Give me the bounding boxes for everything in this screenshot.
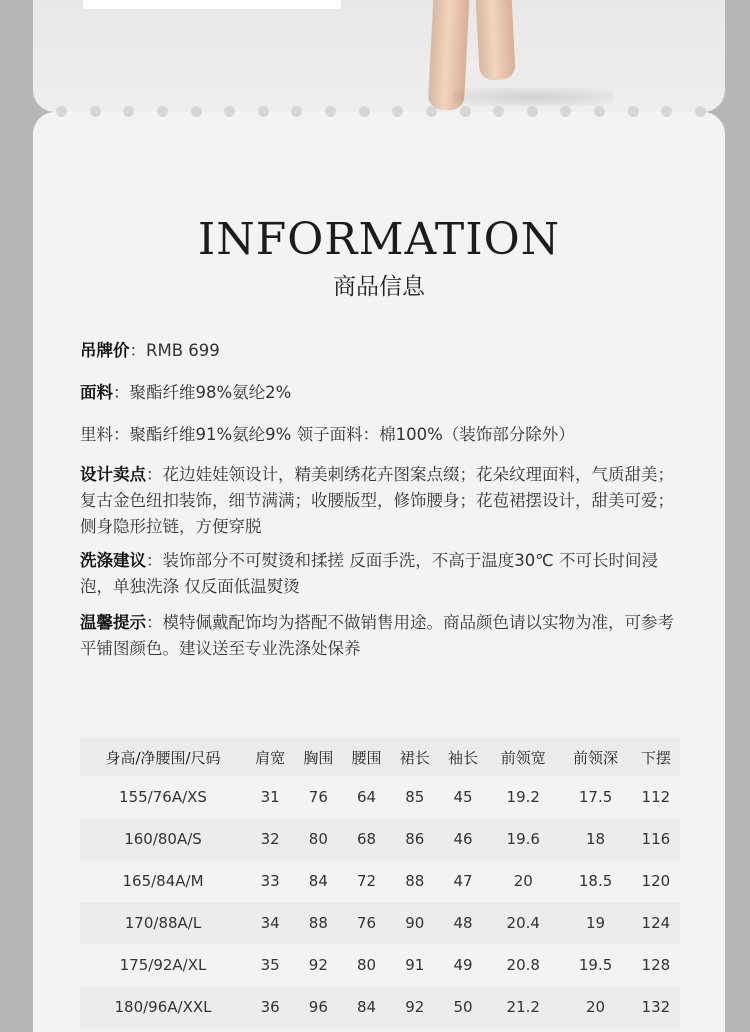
cell-hem: 120 (641, 872, 671, 890)
cell-neck-depth: 19 (559, 902, 631, 944)
perforation-dot (594, 106, 605, 117)
size-table-header-row (80, 738, 680, 776)
fabric-separator: ： (113, 383, 130, 402)
cell-waist: 72 (357, 872, 377, 890)
cell-skirt-length: 86 (391, 818, 439, 860)
perforation-dot (291, 106, 302, 117)
table-row (80, 818, 680, 860)
cell-sleeve-length: 49 (453, 956, 473, 974)
wash-separator: ： (146, 551, 163, 570)
header-sleeve-length: 袖长 (439, 738, 487, 776)
perforation-dot (560, 106, 571, 117)
cell-sleeve-length: 50 (439, 986, 487, 1028)
cell-bust: 96 (294, 986, 342, 1028)
title-chinese: 商品信息 (333, 274, 425, 300)
cell-waist: 76 (342, 902, 390, 944)
tips-separator: ： (146, 613, 163, 632)
perforation-dot (460, 106, 471, 117)
lining-label: 里料 (80, 425, 113, 444)
lining-separator: ： (113, 425, 130, 444)
info-wash (80, 548, 680, 600)
cell-sleeve-length: 46 (439, 818, 487, 860)
cell-skirt-length: 85 (405, 788, 425, 806)
wash-label: 洗涤建议 (80, 551, 146, 570)
table-row (80, 944, 680, 986)
cell-neck-width: 20.4 (487, 902, 559, 944)
cell-waist: 68 (342, 818, 390, 860)
perforation-dot (56, 106, 67, 117)
photo-white-panel (83, 0, 341, 9)
table-row (80, 860, 680, 902)
product-photo (33, 0, 725, 112)
info-price (80, 338, 680, 364)
fabric-value: 聚酯纤维98%氨纶2% (129, 383, 292, 402)
cell-shoulder: 34 (246, 902, 294, 944)
header-size: 身高/净腰围/尺码 (80, 738, 246, 776)
cell-neck-width: 20 (513, 872, 533, 890)
cell-size: 155/76A/XS (119, 788, 207, 806)
info-design (80, 462, 680, 540)
cell-hem: 128 (641, 956, 671, 974)
price-separator: ： (129, 341, 146, 360)
header-hem: 下摆 (632, 738, 680, 776)
cell-neck-width: 21.2 (487, 986, 559, 1028)
cell-sleeve-length: 48 (439, 902, 487, 944)
cell-waist: 80 (357, 956, 377, 974)
title-english: INFORMATION (197, 214, 561, 265)
cell-neck-width: 19.2 (506, 788, 540, 806)
perforation-dot (325, 106, 336, 117)
design-label: 设计卖点 (80, 465, 146, 484)
cell-size: 180/96A/XXL (80, 986, 246, 1028)
tips-value: 模特佩戴配饰均为搭配不做销售用途。商品颜色请以实物为准，可参考平铺图颜色。建议送至专业洗涤处保养 (80, 613, 674, 658)
cell-shoulder: 36 (246, 986, 294, 1028)
fabric-label: 面料 (80, 383, 113, 402)
perforation-dot (695, 106, 706, 117)
perforation-dot (224, 106, 235, 117)
info-tips (80, 610, 680, 662)
perforation-dot (527, 106, 538, 117)
cell-neck-depth: 20 (559, 986, 631, 1028)
perforation-dot (359, 106, 370, 117)
lining-value: 聚酯纤维91%氨纶9% 领子面料：棉100%（装饰部分除外） (129, 425, 575, 444)
perforation-dot (661, 106, 672, 117)
cell-sleeve-length: 45 (453, 788, 473, 806)
cell-neck-depth: 19.5 (578, 956, 613, 974)
header-neck-width: 前领宽 (487, 738, 559, 776)
cell-shoulder: 35 (260, 956, 280, 974)
cell-hem: 116 (632, 818, 680, 860)
tips-label: 温馨提示 (80, 613, 146, 632)
wash-value: 装饰部分不可熨烫和揉搓 反面手洗，不高于温度30℃ 不可长时间浸泡，单独洗涤 仅反面低温熨烫 (80, 551, 659, 596)
cell-waist: 64 (357, 788, 377, 806)
cell-bust: 80 (294, 818, 342, 860)
info-fabric (80, 380, 680, 406)
perforation-dot (191, 106, 202, 117)
cell-skirt-length: 90 (391, 902, 439, 944)
header-shoulder: 肩宽 (246, 738, 294, 776)
cell-neck-width: 20.8 (506, 956, 540, 974)
cell-bust: 92 (308, 956, 328, 974)
size-table (80, 738, 680, 1028)
cell-skirt-length: 91 (405, 956, 425, 974)
cell-sleeve-length: 47 (453, 872, 473, 890)
header-waist: 腰围 (342, 738, 390, 776)
cell-shoulder: 32 (246, 818, 294, 860)
cell-neck-depth: 18 (559, 818, 631, 860)
perforation-dot (123, 106, 134, 117)
table-row (80, 776, 680, 818)
information-card (33, 112, 725, 1032)
design-separator: ： (146, 465, 163, 484)
cell-skirt-length: 92 (391, 986, 439, 1028)
perforation-dot (258, 106, 269, 117)
perforation-dot (493, 106, 504, 117)
cell-waist: 84 (342, 986, 390, 1028)
price-label: 吊牌价 (80, 341, 130, 360)
cell-bust: 76 (308, 788, 328, 806)
header-bust: 胸围 (294, 738, 342, 776)
design-value: 花边娃娃领设计，精美刺绣花卉图案点缀；花朵纹理面料，气质甜美；复古金色纽扣装饰，细节满满；收腰版型，修饰腰身；花苞裙摆设计，甜美可爱；侧身隐形拉链，方便穿脱 (80, 465, 674, 536)
cell-size: 160/80A/S (80, 818, 246, 860)
price-value: RMB 699 (146, 341, 220, 360)
cell-bust: 84 (308, 872, 328, 890)
perforation-dot (426, 106, 437, 117)
cell-size: 175/92A/XL (119, 956, 207, 974)
cell-neck-width: 19.6 (487, 818, 559, 860)
header-skirt-length: 裙长 (391, 738, 439, 776)
table-row (80, 986, 680, 1028)
cell-neck-depth: 17.5 (578, 788, 613, 806)
cell-size: 165/84A/M (122, 872, 204, 890)
perforation-dot (90, 106, 101, 117)
cell-bust: 88 (294, 902, 342, 944)
perforation-dot (392, 106, 403, 117)
cell-skirt-length: 88 (405, 872, 425, 890)
perforation-dot (157, 106, 168, 117)
header-neck-depth: 前领深 (559, 738, 631, 776)
cell-hem: 112 (641, 788, 671, 806)
cell-shoulder: 31 (260, 788, 280, 806)
table-row (80, 902, 680, 944)
cell-neck-depth: 18.5 (578, 872, 613, 890)
cell-shoulder: 33 (260, 872, 280, 890)
cell-size: 170/88A/L (80, 902, 246, 944)
info-lining (80, 422, 680, 448)
perforation-divider (56, 106, 706, 118)
photo-shadow (453, 88, 613, 106)
cell-hem: 124 (632, 902, 680, 944)
perforation-dot (628, 106, 639, 117)
model-leg-right (474, 0, 516, 81)
cell-hem: 132 (632, 986, 680, 1028)
